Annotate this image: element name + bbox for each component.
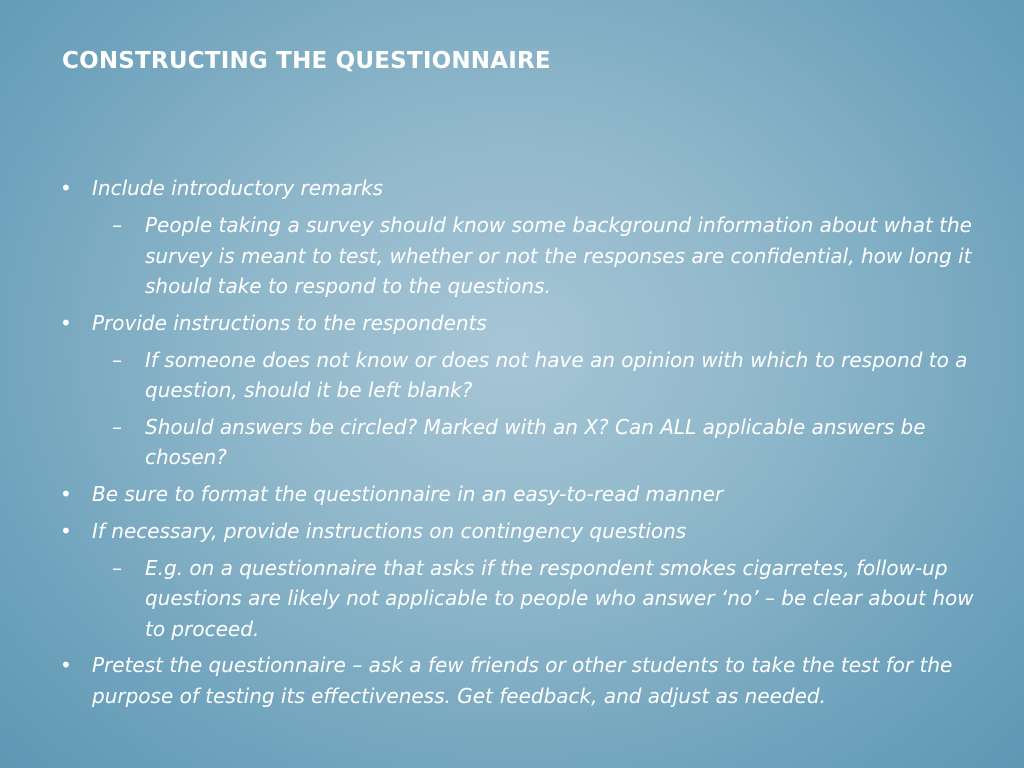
bullet-text: Pretest the questionnaire – ask a few friends or other students to take the test for the purpose of testing its effectiveness. Get feedback, and adjust as needed. bbox=[92, 653, 953, 708]
bullet-item bbox=[60, 479, 975, 510]
bullet-marker: • bbox=[60, 518, 72, 543]
slide-title: CONSTRUCTING THE QUESTIONNAIRE bbox=[62, 48, 551, 74]
bullet-marker: • bbox=[60, 310, 72, 335]
bullet-list bbox=[60, 173, 975, 718]
sub-bullet-item bbox=[112, 553, 975, 645]
sub-bullet-text: If someone does not know or does not have an opinion with which to respond to a question, should it be left blank? bbox=[145, 347, 968, 402]
dash-marker: – bbox=[112, 555, 122, 580]
bullet-text: Include introductory remarks bbox=[92, 176, 384, 200]
bullet-marker: • bbox=[60, 481, 72, 506]
bullet-text: If necessary, provide instructions on contingency questions bbox=[92, 518, 687, 543]
bullet-item bbox=[60, 308, 975, 339]
dash-marker: – bbox=[112, 414, 122, 439]
sub-bullet-text: E.g. on a questionnaire that asks if the respondent smokes cigarretes, follow-up questions are likely not applicable to people who answer ‘no’ – be clear about how to proceed. bbox=[145, 555, 974, 641]
bullet-item bbox=[60, 173, 975, 204]
bullet-text: Be sure to format the questionnaire in an easy-to-read manner bbox=[92, 481, 724, 506]
sub-bullet-item bbox=[112, 412, 975, 473]
sub-bullet-item bbox=[112, 345, 975, 406]
dash-marker: – bbox=[112, 213, 122, 237]
bullet-marker: • bbox=[60, 176, 72, 200]
bullet-marker: • bbox=[60, 653, 72, 677]
sub-bullet-text: Should answers be circled? Marked with an X? Can ALL applicable answers be chosen? bbox=[145, 414, 926, 469]
sub-bullet-text: People taking a survey should know some background information about what the survey is meant to test, whether or not the responses are confidential, how long it should take to respond to the questions. bbox=[145, 213, 972, 298]
bullet-item bbox=[60, 650, 975, 712]
bullet-text: Provide instructions to the respondents bbox=[92, 310, 487, 335]
dash-marker: – bbox=[112, 347, 122, 372]
sub-bullet-item bbox=[112, 210, 975, 302]
bullet-item bbox=[60, 516, 975, 547]
